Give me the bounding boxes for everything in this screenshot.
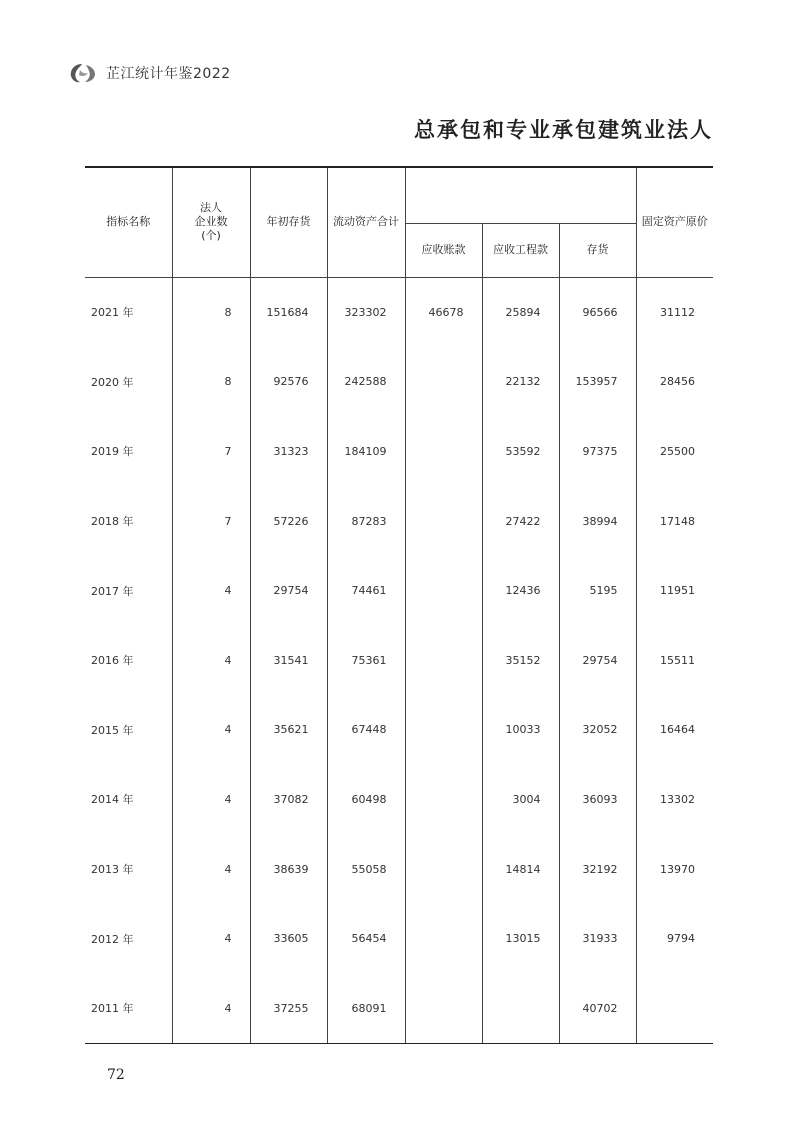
- cell-year: 2014 年: [91, 793, 134, 807]
- cell-year: 2019 年: [91, 445, 134, 459]
- cell-current: 323302: [327, 277, 405, 347]
- table-row: [85, 417, 713, 487]
- cell-inventory: 32192: [559, 834, 636, 904]
- cell-current: 55058: [327, 834, 405, 904]
- cell-fixed: 13970: [636, 834, 713, 904]
- cell-firms: 8: [172, 347, 250, 417]
- cell-current: 68091: [327, 973, 405, 1043]
- table-row: [85, 486, 713, 556]
- cell-eng: 53592: [482, 417, 559, 487]
- header-firms: [172, 167, 250, 277]
- cell-opening: 151684: [250, 277, 327, 347]
- cell-inventory: 97375: [559, 417, 636, 487]
- cell-receivable: [405, 834, 482, 904]
- cell-fixed: 17148: [636, 486, 713, 556]
- cell-year: 2015 年: [91, 723, 134, 737]
- cell-firms: 4: [172, 834, 250, 904]
- cell-current: 60498: [327, 765, 405, 835]
- cell-opening: 57226: [250, 486, 327, 556]
- cell-firms: 4: [172, 765, 250, 835]
- header-inventory: 存货: [559, 223, 636, 277]
- cell-eng: 35152: [482, 625, 559, 695]
- cell-receivable: [405, 973, 482, 1043]
- cell-firms: 4: [172, 695, 250, 765]
- cell-current: 74461: [327, 556, 405, 626]
- cell-opening: 37082: [250, 765, 327, 835]
- cell-receivable: [405, 904, 482, 974]
- cell-eng: 13015: [482, 904, 559, 974]
- cell-eng: 25894: [482, 277, 559, 347]
- cell-year: 2013 年: [91, 863, 134, 877]
- cell-eng: [482, 973, 559, 1043]
- cell-inventory: 31933: [559, 904, 636, 974]
- cell-year: 2020 年: [91, 375, 134, 389]
- cell-current: 87283: [327, 486, 405, 556]
- table-row: [85, 625, 713, 695]
- cell-inventory: 5195: [559, 556, 636, 626]
- cell-eng: 22132: [482, 347, 559, 417]
- header-current-assets: 流动资产合计: [327, 167, 405, 277]
- cell-firms: 4: [172, 973, 250, 1043]
- page-title: 总承包和专业承包建筑业法人: [414, 118, 713, 142]
- page-header: [68, 62, 231, 84]
- cell-opening: 31541: [250, 625, 327, 695]
- cell-firms: 4: [172, 904, 250, 974]
- cell-receivable: [405, 765, 482, 835]
- cell-firms: 4: [172, 625, 250, 695]
- cell-opening: 29754: [250, 556, 327, 626]
- cell-opening: 33605: [250, 904, 327, 974]
- header-receivables: 应收账款: [405, 223, 482, 277]
- cell-eng: 3004: [482, 765, 559, 835]
- cell-eng: 14814: [482, 834, 559, 904]
- table-row: [85, 277, 713, 347]
- cell-firms: 8: [172, 277, 250, 347]
- cell-year: 2011 年: [85, 973, 172, 1043]
- cell-opening: 35621: [250, 695, 327, 765]
- cell-fixed: 13302: [636, 765, 713, 835]
- table-row: [85, 695, 713, 765]
- header-firms-line2: 企业数: [194, 215, 228, 229]
- cell-current: 67448: [327, 695, 405, 765]
- statistics-table: [85, 166, 713, 1044]
- cell-fixed: 11951: [636, 556, 713, 626]
- table-row: [85, 765, 713, 835]
- cell-inventory: 36093: [559, 765, 636, 835]
- cell-year: 2012 年: [91, 932, 134, 946]
- header-fixed-assets: 固定资产原价: [636, 167, 713, 277]
- cell-inventory: 38994: [559, 486, 636, 556]
- cell-receivable: 46678: [405, 277, 482, 347]
- cell-fixed: [636, 973, 713, 1043]
- cell-receivable: [405, 486, 482, 556]
- cell-year: 2021 年: [91, 306, 134, 320]
- cell-year: 2017 年: [91, 584, 134, 598]
- table-row: [85, 556, 713, 626]
- table-row: [85, 834, 713, 904]
- cell-opening: 37255: [250, 973, 327, 1043]
- cell-year: 2018 年: [91, 515, 134, 529]
- cell-fixed: 15511: [636, 625, 713, 695]
- cell-inventory: 153957: [559, 347, 636, 417]
- cell-inventory: 96566: [559, 277, 636, 347]
- cell-fixed: 16464: [636, 695, 713, 765]
- table-row: [85, 904, 713, 974]
- cell-receivable: [405, 347, 482, 417]
- cell-receivable: [405, 417, 482, 487]
- cell-fixed: 31112: [636, 277, 713, 347]
- cell-fixed: 25500: [636, 417, 713, 487]
- header-firms-line3: (个): [201, 229, 221, 243]
- cell-receivable: [405, 556, 482, 626]
- cell-inventory: 40702: [559, 973, 636, 1043]
- cell-fixed: 28456: [636, 347, 713, 417]
- header-engineering-receivables: 应收工程款: [482, 223, 559, 277]
- cell-opening: 31323: [250, 417, 327, 487]
- header-current-assets-sub-spacer: [405, 167, 636, 223]
- table-row: [85, 973, 713, 1043]
- cell-firms: 7: [172, 417, 250, 487]
- cell-eng: 12436: [482, 556, 559, 626]
- cell-current: 242588: [327, 347, 405, 417]
- header-firms-line1: 法人: [200, 201, 222, 215]
- cell-firms: 7: [172, 486, 250, 556]
- statistics-table-wrapper: [85, 166, 713, 1044]
- cell-firms: 4: [172, 556, 250, 626]
- cell-current: 56454: [327, 904, 405, 974]
- cell-inventory: 32052: [559, 695, 636, 765]
- cell-receivable: [405, 625, 482, 695]
- cell-current: 75361: [327, 625, 405, 695]
- book-title: 芷江统计年鉴2022: [106, 66, 231, 82]
- cell-receivable: [405, 695, 482, 765]
- cell-inventory: 29754: [559, 625, 636, 695]
- page-number: 72: [107, 1067, 125, 1083]
- cell-opening: 38639: [250, 834, 327, 904]
- cell-eng: 27422: [482, 486, 559, 556]
- header-name: 指标名称: [85, 167, 172, 277]
- cell-fixed: 9794: [636, 904, 713, 974]
- cell-opening: 92576: [250, 347, 327, 417]
- header-opening-inventory: 年初存货: [250, 167, 327, 277]
- yearbook-logo-icon: [68, 62, 98, 84]
- table-row: [85, 347, 713, 417]
- cell-year: 2016 年: [91, 654, 134, 668]
- cell-current: 184109: [327, 417, 405, 487]
- cell-eng: 10033: [482, 695, 559, 765]
